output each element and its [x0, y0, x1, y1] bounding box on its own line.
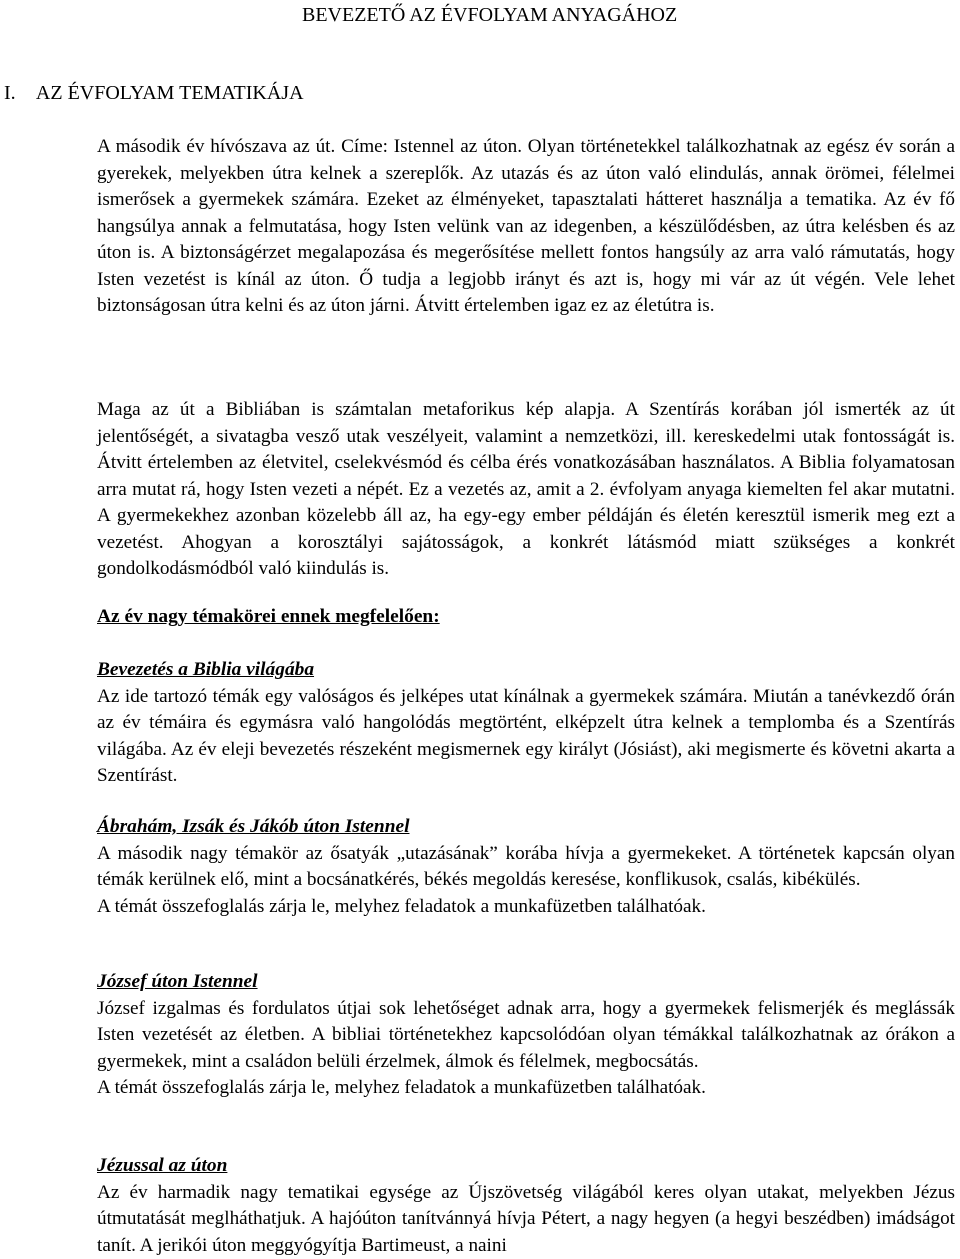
topic-section-joseph	[97, 969, 955, 1102]
topic-section-bible-world	[97, 657, 955, 790]
document-title: BEVEZETŐ AZ ÉVFOLYAM ANYAGÁHOZ	[302, 3, 677, 27]
topics-heading: Az év nagy témakörei ennek megfelelően:	[97, 604, 955, 631]
paragraph: A második nagy témakör az ősatyák „utazásának” korába hívja a gyermekeket. A történetek kapcsán olyan témák kerülnek elő, mint a bocsánatkérés, békés megoldás keresése, konflikusok, csalás, kibékülés.	[97, 841, 955, 894]
paragraph: József izgalmas és fordulatos útjai sok lehetőséget adnak arra, hogy a gyermekek felismerjék és meglássák Isten vezetését az életben. A bibliai történetekhez kapcsolódóan olyan témákkal találkozhatnak az órákon a gyermekek, mint a családon belüli érzelmek, álmok és félelmek, megbocsátás.	[97, 996, 955, 1076]
topic-title: Bevezetés a Biblia világába	[97, 657, 955, 684]
topic-title: József úton Istennel	[97, 969, 955, 996]
paragraph: Az év harmadik nagy tematikai egysége az Újszövetség világából keres olyan utakat, melyekben Jézus útmutatását meglháthatjuk. A hajóúton tanítvánnyá hívja Pétert, a nagy hegyen (a hegyi beszédben) imádságot tanít. A jerikói úton meggyógyítja Bartimeust, a naini	[97, 1180, 955, 1259]
paragraph: Az ide tartozó témák egy valóságos és jelképes utat kínálnak a gyermekek számára. Miután a tanévkezdő órán az év témáira és egymásra való hangolódás megtörtént, elképzelt útra kelnek a templomba és a Szentírás világába. Az év eleji bevezetés részeként megismernek egy királyt (Jósiást), aki megismerte és követni akarta a Szentírást.	[97, 684, 955, 790]
paragraph: A témát összefoglalás zárja le, melyhez feladatok a munkafüzetben találhatóak.	[97, 894, 955, 921]
paragraph: Maga az út a Bibliában is számtalan metaforikus kép alapja. A Szentírás korában jól ismerték az út jelentőségét, a sivatagba vesző utak veszélyeit, valamint a nemzetközi, ill. kereskedelmi utak fontosságát is. Átvitt értelemben az életvitel, cselekvésmód és célba érés vonatkozásában használatos. A Biblia folyamatosan arra mutat rá, hogy Isten vezeti a népét. Ez a vezetés az, amit a 2. évfolyam anyaga kiemelten fel akar mutatni. A gyermekekhez azonban közelebb áll az, ha egy-egy ember példáján és életén keresztül ismerik meg ezt a vezetést. Ahogyan a korosztályi sajátosságok, a konkrét látásmód miatt szükséges a konkrét gondolkodásmódból való kiindulás is.	[97, 397, 955, 583]
topic-title: Jézussal az úton	[97, 1153, 955, 1180]
topic-title: Ábrahám, Izsák és Jákób úton Istennel	[97, 814, 955, 841]
intro-paragraph-1	[97, 134, 955, 320]
intro-paragraph-2	[97, 397, 955, 583]
section-heading	[4, 81, 304, 105]
topics-heading-block	[97, 604, 955, 631]
topic-section-jesus	[97, 1153, 955, 1259]
section-title: AZ ÉVFOLYAM TEMATIKÁJA	[36, 82, 304, 104]
paragraph: A témát összefoglalás zárja le, melyhez feladatok a munkafüzetben találhatóak.	[97, 1075, 955, 1102]
section-number: I.	[4, 81, 32, 105]
topic-section-patriarchs	[97, 814, 955, 920]
paragraph: A második év hívószava az út. Címe: Istennel az úton. Olyan történetekkel találkozhatnak az egész év során a gyerekek, melyekben útra kelnek a szereplők. Az utazás és az úton való elindulás, annak örömei, félelmei ismerősek a gyermekek számára. Ezeket az élményeket, tapasztalati hátteret használja a tematika. Az év fő hangsúlya annak a felmutatása, hogy Isten velünk van az idegenben, a készülődésben, az útra kelésben és az úton is. A biztonságérzet megalapozása és megerősítése mellett fontos hangsúly az arra való rámutatás, hogy Isten vezetést is kínál az úton. Ő tudja a legjobb irányt és azt is, hogy mi vár az út végén. Vele lehet biztonságosan útra kelni és az úton járni. Átvitt értelemben igaz ez az életútra is.	[97, 134, 955, 320]
